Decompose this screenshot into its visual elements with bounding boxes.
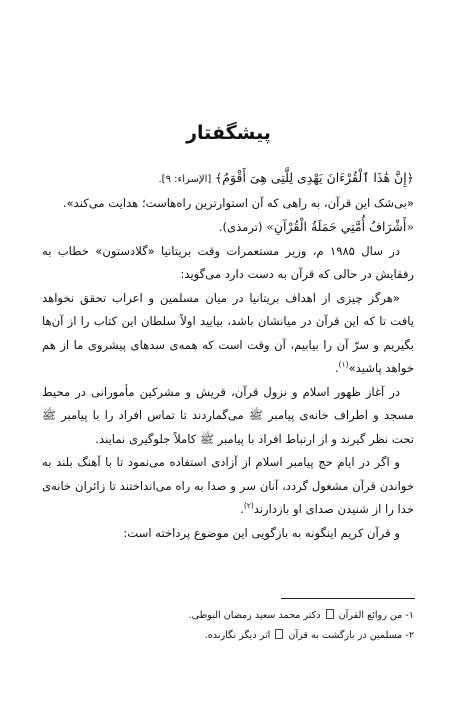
footnote-2 [42,626,414,646]
paragraph-hajj [42,451,414,522]
quran-verse: ﴿إِنَّ هَٰذَا ٱلْقُرْءَانَ يَهْدِى لِلَّتِى هِىَ أَقْوَمُ﴾ [214,170,414,185]
footnote-marker-2: (۲) [243,501,254,511]
hajj-text: و اگر در ایام حج پیامبر اسلام از آزادی استفاده می‌نمود تا با آهنگ بلند به خواندن قرآن مشغول گردد، آنان سر و صدا به راه می‌انداختند تا زائران خانه‌ی خدا را از شنیدن صدای او بازدارند [42,455,414,516]
footnotes [42,606,414,646]
body-text [42,166,414,545]
footnote-1-title: ۱- من روائع القرآن [338,610,414,621]
footnote-1-author: دکتر محمد سعید رمضان البوطی. [188,610,321,621]
footnote-2-title: ۲- مسلمین در بازگشت به قرآن [288,630,414,641]
missing-glyph-box [326,609,334,619]
paragraph-early-islam: در آغاز ظهور اسلام و نزول قرآن، قریش و مشرکین مأمورانی در محیط مسجد و اطراف خانه‌ی پیامبر ﷺ می‌گماردند تا تماس افراد را با پیامبر ﷺ تحت نظر گیرند و از ارتباط افراد با پیامبر ﷺ کاملاً جلوگیری نمایند. [42,384,414,446]
missing-glyph-box [275,629,283,639]
hadith-text: «أَشْرَافُ أُمَّتِي حَمَلَةُ الْقُرْآنِ» [266,219,414,234]
hadith-reference: (ترمذی). [218,220,263,234]
verse-translation: «بی‌شک این قرآن، به راهی که آن استوارترین راه‌هاست؛ هدایت می‌کند». [62,195,414,210]
footnote-2-author: اثر دیگر نگارنده. [204,630,271,641]
hadith-line [42,215,414,240]
verse-reference: [الإسراء: ۹]. [158,174,212,185]
footnote-1 [42,606,414,626]
hajj-end: . [240,502,244,516]
quote-text: «هرگز چیزی از اهداف بریتانیا در میان مسلمین و اعراب تحقق نخواهد یافت تا که این قرآن در میانشان باشد، بیایید اولاً سلطان این کتاب را از آن‌ها بگیریم و سرّ آن را بیابیم، آن وقت است که همه‌ی سدهای پیشروی ما از هم خواهد پاشید» [42,290,414,375]
quran-verse-line [42,166,414,192]
paragraph-gladstone-quote: «هرگز چیزی از اهداف بریتانیا در میان مسلمین و اعراب تحقق نخواهد یافت تا که این قرآن در میانشان باشد، بیایید اولاً سلطان این کتاب را از آن‌ها بگیریم و سرّ آن را بیابیم، آن وقت است که همه‌ی سدهای پیشروی ما از هم خواهد پاشید»$^{(۱)}$. [42,290,414,375]
page-title: پیشگفتار [186,122,271,144]
paragraph-quran-narration: و قرآن کریم اینگونه به بازگویی این موضوع پرداخته است: [123,525,400,540]
paragraph-gladstone-intro: در سال ۱۹۸۵ م، وزیر مستعمرات وقت بریتانیا «گلادستون» خطاب به رفقایش در حالی که قرآن به دست دارد می‌گوید: [42,243,414,281]
footnote-separator [281,598,415,599]
footnote-marker-1: (۱) [338,360,349,370]
